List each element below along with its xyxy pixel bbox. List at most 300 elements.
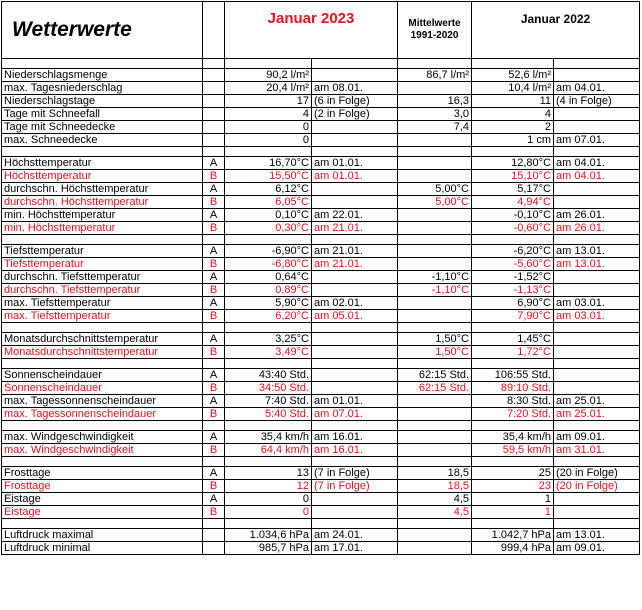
note-jan2022 [554,183,640,196]
spacer-cell [554,59,640,69]
note-jan2023: am 01.01. [312,157,398,170]
note-jan2023 [312,333,398,346]
value-jan2022: 10,4 l/m² [472,82,554,95]
value-jan2023: 35,4 km/h [225,431,312,444]
table-row [2,408,640,421]
spacer-cell [312,323,398,333]
value-jan2023: 4 [225,108,312,121]
station-code: B [203,284,225,297]
station-code: B [203,480,225,493]
note-jan2022: am 13.01. [554,529,640,542]
station-code: A [203,493,225,506]
value-jan2022: 2 [472,121,554,134]
spacer-cell [2,519,203,529]
spacer-row [2,421,640,431]
value-mittelwert [398,82,472,95]
value-jan2023: 0,64°C [225,271,312,284]
value-mittelwert: 5,00°C [398,183,472,196]
value-jan2023: 17 [225,95,312,108]
spacer-cell [398,359,472,369]
row-label: durchschn. Höchsttemperatur [2,196,203,209]
spacer-cell [312,59,398,69]
spacer-cell [2,147,203,157]
spacer-cell [203,59,225,69]
note-jan2023: (7 in Folge) [312,467,398,480]
value-mittelwert [398,408,472,421]
station-code: B [203,506,225,519]
row-label: Tage mit Schneefall [2,108,203,121]
note-jan2023: am 08.01. [312,82,398,95]
station-code: A [203,157,225,170]
row-label: durchschn. Tiefsttemperatur [2,284,203,297]
note-jan2023 [312,284,398,297]
spacer-cell [2,323,203,333]
value-jan2022: -0,60°C [472,222,554,235]
value-mittelwert: 7,4 [398,121,472,134]
spacer-cell [203,359,225,369]
table-row [2,444,640,457]
table-row [2,245,640,258]
value-jan2022: 15,10°C [472,170,554,183]
value-mittelwert: 4,5 [398,506,472,519]
value-jan2022: 52,6 l/m² [472,69,554,82]
station-code [203,69,225,82]
value-jan2023: 7:40 Std. [225,395,312,408]
value-jan2023: 34:50 Std. [225,382,312,395]
value-mittelwert [398,395,472,408]
value-mittelwert: -1,10°C [398,284,472,297]
note-jan2023: am 01.01. [312,395,398,408]
note-jan2023 [312,134,398,147]
spacer-cell [203,235,225,245]
note-jan2023: am 21.01. [312,222,398,235]
table-row [2,480,640,493]
spacer-row [2,147,640,157]
note-jan2023 [312,382,398,395]
value-jan2023: 0 [225,506,312,519]
spacer-row [2,235,640,245]
note-jan2022: am 13.01. [554,258,640,271]
value-jan2022: -0,10°C [472,209,554,222]
value-jan2022: 6,90°C [472,297,554,310]
station-code: B [203,310,225,323]
spacer-cell [2,457,203,467]
table-row [2,258,640,271]
sheet-title: Wetterwerte [2,2,203,59]
value-jan2023: 0 [225,493,312,506]
value-mittelwert: 18,5 [398,467,472,480]
spacer-cell [312,421,398,431]
value-mittelwert [398,157,472,170]
value-jan2022: 23 [472,480,554,493]
station-code: A [203,369,225,382]
note-jan2023: (2 in Folge) [312,108,398,121]
note-jan2023: am 22.01. [312,209,398,222]
row-label: Niederschlagsmenge [2,69,203,82]
station-code [203,82,225,95]
table-row [2,183,640,196]
table-row [2,310,640,323]
value-jan2023: 5,90°C [225,297,312,310]
value-jan2023: 13 [225,467,312,480]
value-mittelwert [398,170,472,183]
table-row [2,395,640,408]
value-mittelwert [398,134,472,147]
spacer-row [2,59,640,69]
note-jan2023: am 21.01. [312,245,398,258]
value-mittelwert [398,297,472,310]
value-jan2022: 7:20 Std. [472,408,554,421]
value-mittelwert: 1,50°C [398,346,472,359]
value-mittelwert: -1,10°C [398,271,472,284]
spacer-cell [203,323,225,333]
station-code: A [203,297,225,310]
station-code [203,134,225,147]
note-jan2023: am 07.01. [312,408,398,421]
row-label: Monatsdurchschnittstemperatur [2,346,203,359]
header-mittel-line2: 1991-2020 [410,30,459,41]
station-code: A [203,271,225,284]
spacer-cell [312,457,398,467]
note-jan2023: am 21.01. [312,258,398,271]
note-jan2023: am 16.01. [312,431,398,444]
note-jan2023 [312,369,398,382]
value-mittelwert [398,310,472,323]
spacer-cell [312,235,398,245]
station-code [203,108,225,121]
note-jan2022 [554,196,640,209]
note-jan2023 [312,346,398,359]
table-row [2,157,640,170]
value-jan2022: 1,72°C [472,346,554,359]
table-row [2,542,640,555]
spacer-row [2,457,640,467]
value-jan2023: 0 [225,134,312,147]
table-row [2,121,640,134]
station-code: A [203,467,225,480]
station-code: A [203,209,225,222]
spacer-cell [472,235,554,245]
note-jan2023 [312,493,398,506]
value-jan2023: 90,2 l/m² [225,69,312,82]
row-label: Höchsttemperatur [2,157,203,170]
value-jan2023: 6,20°C [225,310,312,323]
station-code: A [203,183,225,196]
row-label: max. Schneedecke [2,134,203,147]
spacer-cell [2,59,203,69]
value-jan2022: 4,94°C [472,196,554,209]
spacer-cell [225,59,312,69]
value-jan2022: -5,60°C [472,258,554,271]
value-jan2023: 20,4 l/m² [225,82,312,95]
station-code: A [203,333,225,346]
row-label: min. Höchsttemperatur [2,222,203,235]
spacer-cell [203,519,225,529]
spacer-cell [203,421,225,431]
value-jan2023: 15,50°C [225,170,312,183]
value-jan2023: 0 [225,121,312,134]
value-mittelwert: 3,0 [398,108,472,121]
value-jan2023: 985,7 hPa [225,542,312,555]
note-jan2023: am 17.01. [312,542,398,555]
header-jan2022: Januar 2022 [472,2,640,59]
station-code [203,529,225,542]
note-jan2023: am 24.01. [312,529,398,542]
row-label: Frosttage [2,467,203,480]
spacer-cell [225,421,312,431]
note-jan2023 [312,69,398,82]
table-row [2,346,640,359]
station-code [203,542,225,555]
spacer-cell [398,235,472,245]
value-jan2023: -6,90°C [225,245,312,258]
row-label: max. Tiefsttemperatur [2,310,203,323]
note-jan2023: am 01.01. [312,170,398,183]
value-jan2022: 106:55 Std. [472,369,554,382]
spacer-cell [398,147,472,157]
value-jan2022: 8:30 Std. [472,395,554,408]
note-jan2022: am 31.01. [554,444,640,457]
note-jan2023: am 02.01. [312,297,398,310]
note-jan2022: (4 in Folge) [554,95,640,108]
note-jan2022 [554,346,640,359]
value-jan2022: -6,20°C [472,245,554,258]
row-label: Höchsttemperatur [2,170,203,183]
note-jan2023: am 05.01. [312,310,398,323]
value-mittelwert: 4,5 [398,493,472,506]
spacer-cell [554,323,640,333]
value-jan2022: 4 [472,108,554,121]
station-code: B [203,444,225,457]
value-mittelwert [398,444,472,457]
value-jan2022: 7,90°C [472,310,554,323]
value-jan2023: -6,80°C [225,258,312,271]
row-label: Tiefsttemperatur [2,258,203,271]
spacer-cell [554,457,640,467]
value-jan2023: 1.034,6 hPa [225,529,312,542]
station-code: B [203,196,225,209]
station-code: B [203,222,225,235]
spacer-cell [312,147,398,157]
table-row [2,369,640,382]
value-jan2023: 12 [225,480,312,493]
note-jan2022: am 04.01. [554,157,640,170]
spacer-cell [203,147,225,157]
value-jan2022: -1,13°C [472,284,554,297]
table-row [2,529,640,542]
table-row [2,196,640,209]
spacer-cell [554,359,640,369]
spacer-row [2,323,640,333]
value-jan2022: 11 [472,95,554,108]
note-jan2022: am 09.01. [554,431,640,444]
note-jan2023 [312,183,398,196]
value-jan2023: 0,30°C [225,222,312,235]
value-jan2023: 43:40 Std. [225,369,312,382]
note-jan2023 [312,271,398,284]
station-code: B [203,258,225,271]
table-row [2,108,640,121]
note-jan2022 [554,271,640,284]
spacer-row [2,359,640,369]
spacer-cell [312,359,398,369]
value-jan2022: -1,52°C [472,271,554,284]
station-code: B [203,382,225,395]
note-jan2023: (6 in Folge) [312,95,398,108]
note-jan2022: am 07.01. [554,134,640,147]
note-jan2022: am 25.01. [554,395,640,408]
note-jan2022: am 09.01. [554,542,640,555]
row-label: max. Tagesniederschlag [2,82,203,95]
spacer-cell [203,457,225,467]
spacer-cell [398,457,472,467]
station-code: A [203,431,225,444]
row-label: max. Windgeschwindigkeit [2,431,203,444]
spacer-cell [2,421,203,431]
note-jan2022: am 13.01. [554,245,640,258]
row-label: Luftdruck maximal [2,529,203,542]
value-jan2023: 3,25°C [225,333,312,346]
station-code: B [203,170,225,183]
row-label: durchschn. Tiefsttemperatur [2,271,203,284]
table-row [2,95,640,108]
table-row [2,467,640,480]
value-mittelwert [398,431,472,444]
note-jan2022: am 03.01. [554,310,640,323]
value-mittelwert: 62:15 Std. [398,369,472,382]
table-row [2,69,640,82]
value-jan2022: 5,17°C [472,183,554,196]
value-mittelwert [398,245,472,258]
value-jan2022: 1,45°C [472,333,554,346]
spacer-cell [398,323,472,333]
table-row [2,222,640,235]
spacer-cell [554,519,640,529]
note-jan2022 [554,506,640,519]
table-row [2,284,640,297]
note-jan2022: am 04.01. [554,170,640,183]
station-code: A [203,245,225,258]
weather-table [1,1,640,555]
value-jan2022: 1 [472,493,554,506]
value-jan2023: 0,10°C [225,209,312,222]
row-label: Sonnenscheindauer [2,382,203,395]
station-code: A [203,395,225,408]
row-label: Luftdruck minimal [2,542,203,555]
note-jan2022: (20 in Folge) [554,467,640,480]
spacer-cell [472,457,554,467]
spacer-cell [472,59,554,69]
note-jan2022 [554,69,640,82]
station-code [203,95,225,108]
value-jan2022: 89:10 Std. [472,382,554,395]
header-jan2023: Januar 2023 [225,2,398,59]
spacer-cell [225,519,312,529]
value-jan2022: 999,4 hPa [472,542,554,555]
table-row [2,493,640,506]
spacer-cell [2,359,203,369]
value-mittelwert: 1,50°C [398,333,472,346]
value-mittelwert [398,209,472,222]
station-code [203,121,225,134]
note-jan2022: (20 in Folge) [554,480,640,493]
row-label: max. Windgeschwindigkeit [2,444,203,457]
value-mittelwert: 86,7 l/m² [398,69,472,82]
table-row [2,170,640,183]
spacer-cell [225,323,312,333]
spacer-cell [225,457,312,467]
value-jan2023: 3,49°C [225,346,312,359]
station-code: B [203,346,225,359]
note-jan2022: am 25.01. [554,408,640,421]
table-row [2,382,640,395]
spacer-cell [225,147,312,157]
row-label: Tage mit Schneedecke [2,121,203,134]
spacer-cell [225,359,312,369]
table-row [2,271,640,284]
table-row [2,297,640,310]
table-row [2,209,640,222]
table-row [2,82,640,95]
spacer-cell [554,147,640,157]
note-jan2022 [554,108,640,121]
station-code: B [203,408,225,421]
table-row [2,333,640,346]
value-jan2022: 25 [472,467,554,480]
row-label: max. Tagessonnenscheindauer [2,408,203,421]
note-jan2023: am 16.01. [312,444,398,457]
row-label: max. Tagessonnenscheindauer [2,395,203,408]
value-jan2023: 6,05°C [225,196,312,209]
note-jan2022 [554,284,640,297]
spacer-cell [472,323,554,333]
note-jan2023 [312,196,398,209]
note-jan2022: am 04.01. [554,82,640,95]
note-jan2022 [554,333,640,346]
spacer-cell [472,421,554,431]
value-jan2022: 12,80°C [472,157,554,170]
note-jan2022: am 03.01. [554,297,640,310]
header-row [2,2,640,59]
spacer-cell [472,359,554,369]
note-jan2022 [554,369,640,382]
value-jan2023: 0,89°C [225,284,312,297]
header-mittelwerte [398,2,472,59]
value-jan2023: 6,12°C [225,183,312,196]
row-label: min. Höchsttemperatur [2,209,203,222]
value-jan2022: 1.042,7 hPa [472,529,554,542]
table-row [2,506,640,519]
value-mittelwert [398,542,472,555]
value-jan2023: 16,70°C [225,157,312,170]
row-label: Tiefsttemperatur [2,245,203,258]
spacer-cell [554,421,640,431]
row-label: Monatsdurchschnittstemperatur [2,333,203,346]
value-mittelwert [398,529,472,542]
value-jan2023: 5:40 Std. [225,408,312,421]
value-jan2022: 59,5 km/h [472,444,554,457]
spacer-cell [472,147,554,157]
spacer-row [2,519,640,529]
note-jan2023 [312,506,398,519]
value-jan2023: 64,4 km/h [225,444,312,457]
note-jan2023 [312,121,398,134]
note-jan2022 [554,382,640,395]
table-row [2,431,640,444]
header-mittel-line1: Mittelwerte [408,18,461,29]
value-jan2022: 1 cm [472,134,554,147]
note-jan2022: am 26.01. [554,209,640,222]
